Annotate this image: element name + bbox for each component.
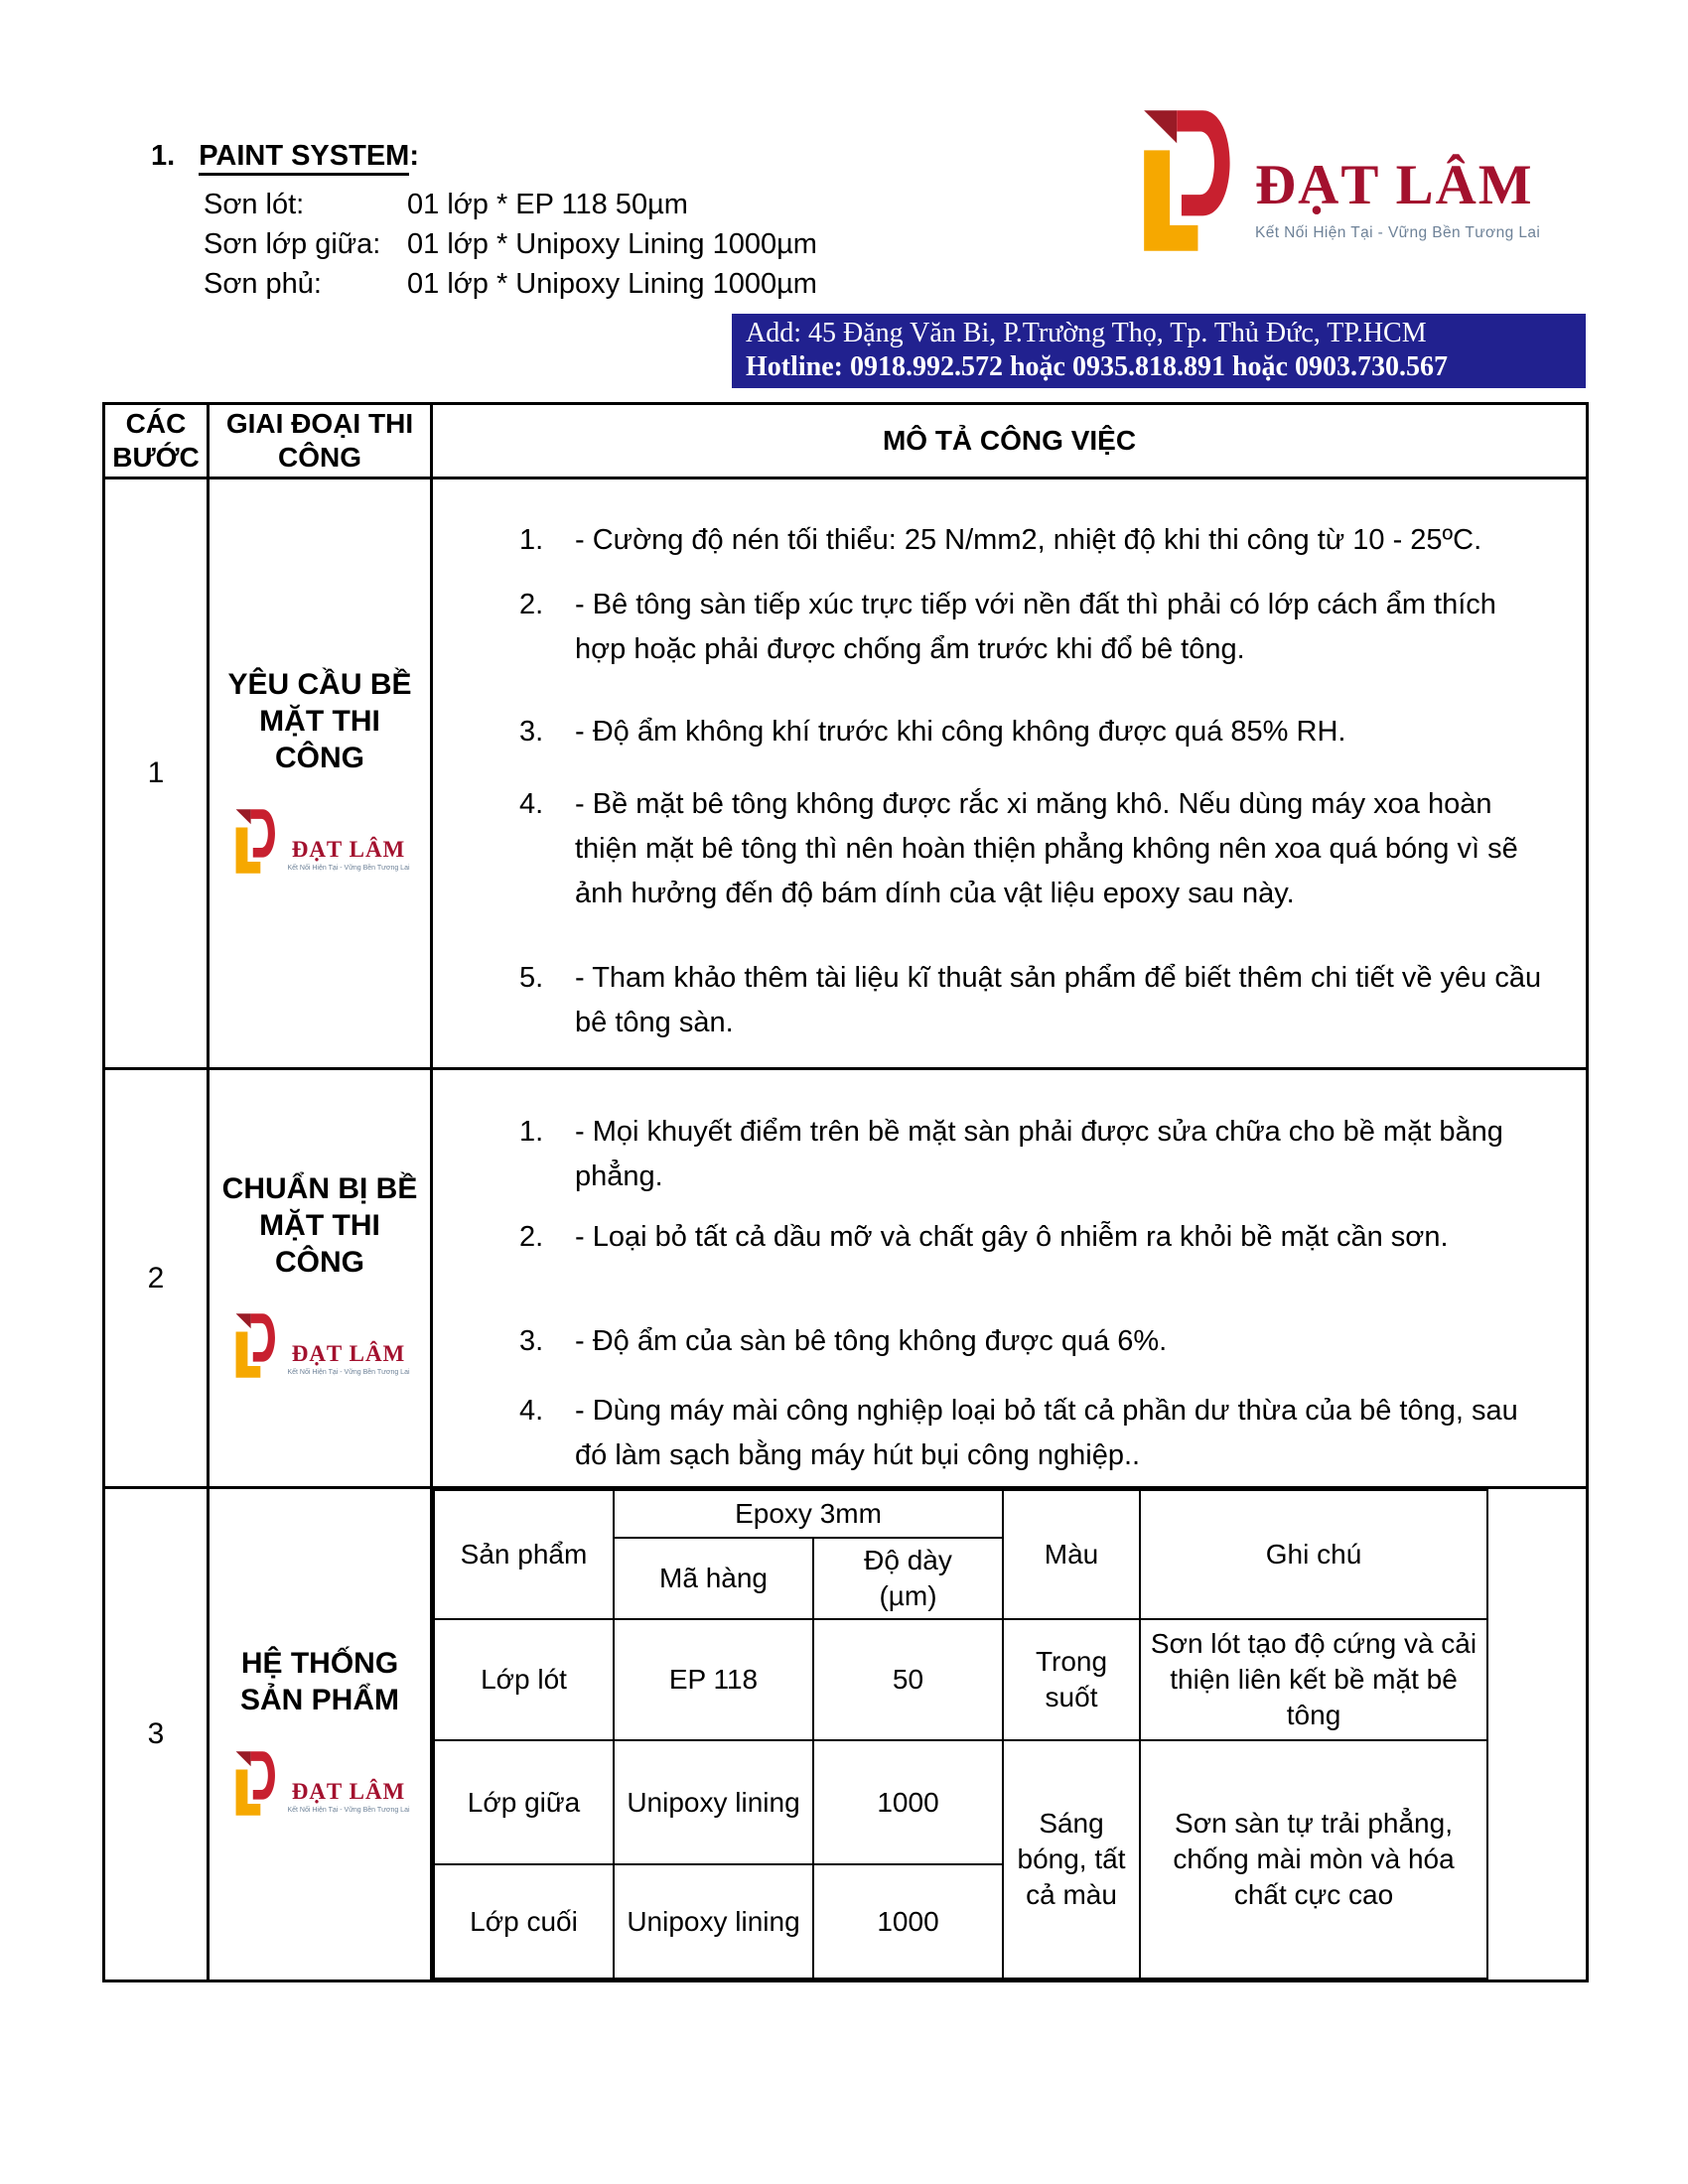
paint-line-value: 01 lớp * Unipoxy Lining 1000µm xyxy=(407,268,817,300)
paint-line-middle xyxy=(204,224,817,264)
product-thickness: 1000 xyxy=(813,1864,1003,1979)
item-number: 3. xyxy=(519,715,544,748)
list-item xyxy=(519,518,1550,563)
datlam-logo-icon xyxy=(229,1310,283,1381)
product-system-cell xyxy=(432,1488,1588,1981)
stage-title: YÊU CẦU BỀ MẶT THI CÔNG xyxy=(227,667,412,774)
product-header-color: Màu xyxy=(1003,1490,1140,1619)
step-number-2: 2 xyxy=(104,1069,209,1488)
list-item xyxy=(519,1319,1550,1364)
item-number: 4. xyxy=(519,1395,544,1427)
list-item xyxy=(519,1389,1550,1478)
product-thickness: 1000 xyxy=(813,1740,1003,1864)
col-header-steps: CÁC BƯỚC xyxy=(104,404,209,478)
paint-line-label: Sơn lót: xyxy=(204,189,305,220)
item-text: - Độ ẩm của sàn bê tông không được quá 6%. xyxy=(575,1325,1168,1357)
section-heading xyxy=(151,140,419,173)
item-number: 1. xyxy=(519,523,544,556)
paint-line-value: 01 lớp * EP 118 50µm xyxy=(407,189,688,220)
datlam-logo xyxy=(1130,103,1540,258)
product-note: Sơn lót tạo độ cứng và cải thiện liên kết bề mặt bê tông xyxy=(1140,1619,1487,1740)
paint-line-primer xyxy=(204,185,817,224)
datlam-logo xyxy=(229,1748,409,1819)
address-line: Add: 45 Đặng Văn Bi, P.Trường Thọ, Tp. Thủ Đức, TP.HCM xyxy=(746,318,1427,348)
paint-line-value: 01 lớp * Unipoxy Lining 1000µm xyxy=(407,228,817,260)
contact-bar xyxy=(732,314,1586,388)
section-title: PAINT SYSTEM xyxy=(199,140,409,176)
product-header-epoxy-group: Epoxy 3mm xyxy=(614,1490,1003,1538)
list-item xyxy=(519,1110,1550,1199)
process-table xyxy=(102,402,1589,1982)
paint-system-lines xyxy=(204,185,817,304)
product-table xyxy=(433,1489,1488,1979)
datlam-logo-icon xyxy=(1130,103,1247,258)
section-colon: : xyxy=(409,140,420,172)
item-number: 4. xyxy=(519,787,544,820)
stage-title: CHUẨN BỊ BỀ MẶT THI CÔNG xyxy=(221,1172,418,1279)
item-text: - Bê tông sàn tiếp xúc trực tiếp với nền đất thì phải có lớp cách ẩm thích hợp hoặc phải được chống ẩm trước khi đổ bê tông. xyxy=(575,588,1496,665)
list-item xyxy=(519,710,1550,754)
product-row xyxy=(434,1619,1487,1740)
product-code: Unipoxy lining xyxy=(614,1740,813,1864)
product-header-code: Mã hàng xyxy=(614,1538,813,1619)
list-item xyxy=(519,956,1550,1045)
paint-line-label: Sơn phủ: xyxy=(204,268,322,300)
item-text: - Tham khảo thêm tài liệu kĩ thuật sản phẩm để biết thêm chi tiết về yêu cầu bê tông sàn. xyxy=(575,961,1542,1038)
hotline-line: Hotline: 0918.992.572 hoặc 0935.818.891 hoặc 0903.730.567 xyxy=(746,351,1448,382)
product-header-note: Ghi chú xyxy=(1140,1490,1487,1619)
product-header-thickness xyxy=(813,1538,1003,1619)
thickness-unit: (µm) xyxy=(879,1580,937,1611)
brand-tagline: Kết Nối Hiện Tại - Vững Bền Tương Lai xyxy=(287,1807,410,1814)
datlam-logo-icon xyxy=(229,806,283,877)
item-number: 2. xyxy=(519,1221,544,1253)
product-note: Sơn sàn tự trải phẳng, chống mài mòn và hóa chất cực cao xyxy=(1140,1740,1487,1979)
table-row xyxy=(104,1069,1588,1488)
item-text: - Độ ẩm không khí trước khi công không được quá 85% RH. xyxy=(575,715,1346,748)
product-code: Unipoxy lining xyxy=(614,1864,813,1979)
brand-name: ĐẠT LÂM xyxy=(291,1779,406,1804)
item-text: - Mọi khuyết điểm trên bề mặt sàn phải được sửa chữa cho bề mặt bằng phẳng. xyxy=(575,1116,1503,1192)
step-number-3: 3 xyxy=(104,1488,209,1981)
brand-tagline: Kết Nối Hiện Tại - Vững Bền Tương Lai xyxy=(287,864,410,872)
list-item xyxy=(519,782,1550,916)
section-number: 1. xyxy=(151,140,176,172)
item-text: - Loại bỏ tất cả dầu mỡ và chất gây ô nhiễm ra khỏi bề mặt cần sơn. xyxy=(575,1221,1449,1253)
product-color: Trong suốt xyxy=(1003,1619,1140,1740)
list-item xyxy=(519,1215,1550,1260)
col-header-stage: GIAI ĐOẠI THI CÔNG xyxy=(209,404,432,478)
item-number: 2. xyxy=(519,588,544,620)
product-thickness: 50 xyxy=(813,1619,1003,1740)
step-number-1: 1 xyxy=(104,478,209,1069)
brand-name: ĐẠT LÂM xyxy=(291,1341,406,1366)
product-header-product: Sản phẩm xyxy=(434,1490,614,1619)
item-text: - Dùng máy mài công nghiệp loại bỏ tất cả phần dư thừa của bê tông, sau đó làm sạch bằng máy hút bụi công nghiệp.. xyxy=(575,1395,1518,1471)
product-name: Lớp cuối xyxy=(434,1864,614,1979)
thickness-label: Độ dày xyxy=(864,1545,952,1575)
datlam-logo xyxy=(229,806,409,877)
item-text: - Cường độ nén tối thiểu: 25 N/mm2, nhiệt độ khi thi công từ 10 - 25ºC. xyxy=(575,523,1482,556)
item-text: - Bề mặt bê tông không được rắc xi măng khô. Nếu dùng máy xoa hoàn thiện mặt bê tông thì nên hoàn thiện phẳng không nên xoa quá bóng vì sẽ ảnh hưởng đến độ bám dính của vật liệu epoxy sau này. xyxy=(575,787,1518,909)
stage-title: HỆ THỐNG SẢN PHẨM xyxy=(239,1647,399,1716)
item-number: 5. xyxy=(519,961,544,994)
stage-cell-3 xyxy=(209,1488,432,1981)
brand-name: ĐẠT LÂM xyxy=(1255,154,1534,216)
product-code: EP 118 xyxy=(614,1619,813,1740)
product-row xyxy=(434,1740,1487,1864)
product-color: Sáng bóng, tất cả màu xyxy=(1003,1740,1140,1979)
product-name: Lớp lót xyxy=(434,1619,614,1740)
datlam-logo xyxy=(229,1310,409,1381)
paint-line-label: Sơn lớp giữa: xyxy=(204,228,381,260)
list-item xyxy=(519,583,1550,672)
brand-name: ĐẠT LÂM xyxy=(291,836,406,862)
paint-line-topcoat xyxy=(204,264,817,304)
description-cell-1 xyxy=(432,478,1588,1069)
stage-cell-2 xyxy=(209,1069,432,1488)
stage-cell-1 xyxy=(209,478,432,1069)
brand-tagline: Kết Nối Hiện Tại - Vững Bền Tương Lai xyxy=(287,1369,410,1376)
product-name: Lớp giữa xyxy=(434,1740,614,1864)
description-cell-2 xyxy=(432,1069,1588,1488)
table-row xyxy=(104,478,1588,1069)
col-header-description: MÔ TẢ CÔNG VIỆC xyxy=(432,404,1588,478)
datlam-logo-icon xyxy=(229,1748,283,1819)
item-number: 1. xyxy=(519,1116,544,1148)
table-row xyxy=(104,1488,1588,1981)
brand-tagline: Kết Nối Hiện Tại - Vững Bền Tương Lai xyxy=(1255,224,1541,241)
item-number: 3. xyxy=(519,1325,544,1357)
